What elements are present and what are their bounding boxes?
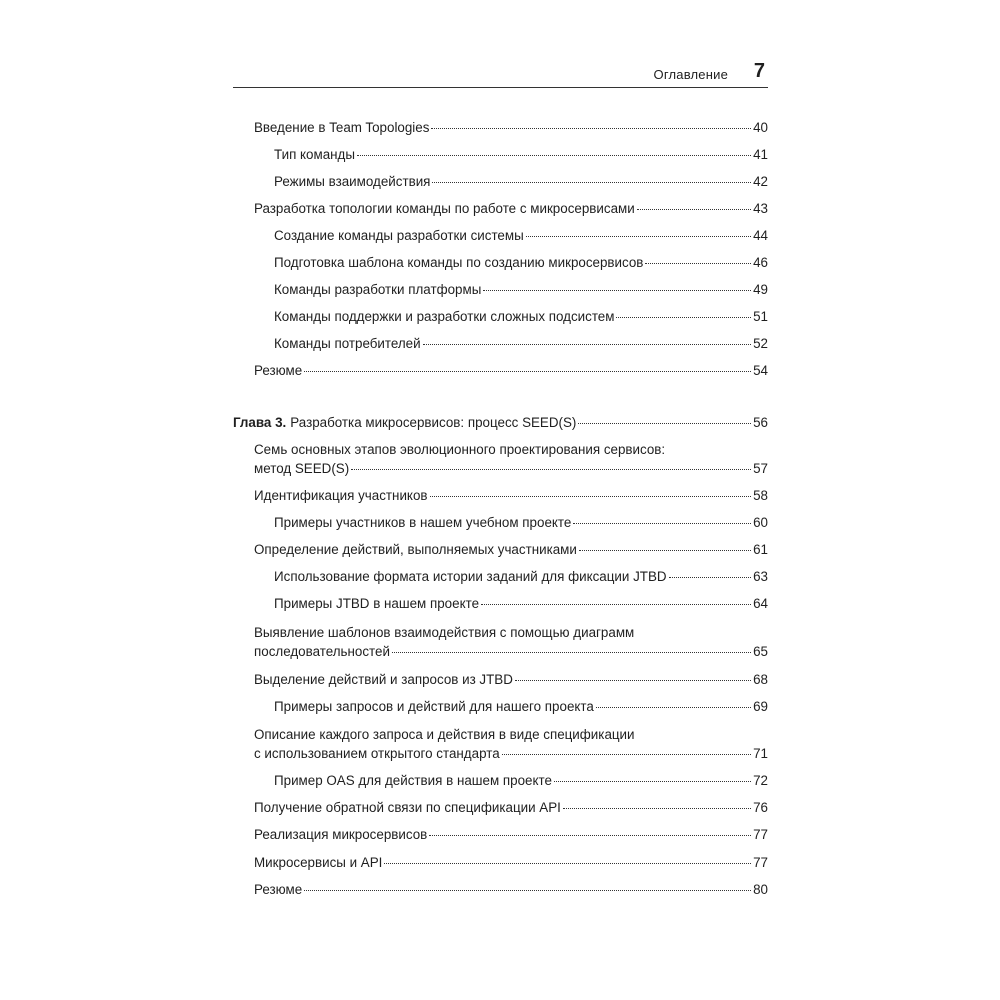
toc-entry-title: Реализация микросервисов <box>254 827 428 842</box>
dot-leader <box>423 344 751 345</box>
toc-entry-page: 76 <box>753 800 768 815</box>
chapter-entry <box>233 415 768 431</box>
toc-entry-title: Команды разработки платформы <box>274 282 482 297</box>
dot-leader <box>645 263 751 264</box>
toc-entry <box>254 855 768 871</box>
header-page-number: 7 <box>753 60 765 82</box>
toc-entry <box>274 596 768 612</box>
toc-entry-title: Примеры запросов и действий для нашего проекта <box>274 699 594 714</box>
toc-entry-page: 61 <box>753 542 768 557</box>
dot-leader <box>578 423 751 424</box>
toc-entry <box>274 309 768 325</box>
toc-entry <box>254 672 768 688</box>
toc-entry-title: Команды поддержки и разработки сложных подсистем <box>274 309 615 324</box>
toc-entry-title: Выделение действий и запросов из JTBD <box>254 672 513 687</box>
toc-entry-title: Использование формата истории заданий для фиксации JTBD <box>274 569 667 584</box>
dot-leader <box>515 680 751 681</box>
toc-entry <box>254 363 768 379</box>
toc-entry-title: Примеры участников в нашем учебном проекте <box>274 515 572 530</box>
dot-leader <box>429 835 751 836</box>
toc-entry <box>254 827 768 843</box>
toc-entry <box>254 644 768 660</box>
dot-leader <box>384 863 751 864</box>
dot-leader <box>502 754 751 755</box>
dot-leader <box>573 523 751 524</box>
toc-entry <box>274 699 768 715</box>
dot-leader <box>392 652 751 653</box>
toc-entry-title: Резюме <box>254 882 303 897</box>
dot-leader <box>579 550 751 551</box>
toc-entry-page: 63 <box>753 569 768 584</box>
header-title: Оглавление <box>653 67 728 82</box>
toc-entry <box>274 569 768 585</box>
toc-entry-page: 65 <box>753 644 768 659</box>
toc-entry <box>254 746 768 762</box>
header-rule <box>233 87 768 88</box>
dot-leader <box>357 155 751 156</box>
toc-entry-page: 52 <box>753 336 768 351</box>
dot-leader <box>483 290 751 291</box>
chapter-title <box>233 415 576 431</box>
toc-entry-page: 64 <box>753 596 768 611</box>
toc-entry-title: Пример OAS для действия в нашем проекте <box>274 773 552 788</box>
chapter-title-text: Разработка микросервисов: процесс SEED(S) <box>290 415 577 430</box>
toc-entry-page: 80 <box>753 882 768 897</box>
toc-entry-title: Тип команды <box>274 147 355 162</box>
toc-entry-title: Микросервисы и API <box>254 855 383 870</box>
toc-entry-title: Идентификация участников <box>254 488 428 503</box>
dot-leader <box>563 808 751 809</box>
toc-entry-title: Режимы взаимодействия <box>274 174 431 189</box>
toc-entry-page: 43 <box>753 201 768 216</box>
toc-entry-page: 42 <box>753 174 768 189</box>
toc-entry-page: 68 <box>753 672 768 687</box>
toc-entry-page: 71 <box>753 746 768 761</box>
dot-leader <box>431 128 751 129</box>
toc-entry <box>274 147 768 163</box>
dot-leader <box>637 209 751 210</box>
toc-entry-title: Определение действий, выполняемых участниками <box>254 542 577 557</box>
toc-entry <box>274 515 768 531</box>
dot-leader <box>526 236 751 237</box>
toc-entry-page: 58 <box>753 488 768 503</box>
chapter-label: Глава 3. <box>233 415 287 430</box>
toc-entry-page: 41 <box>753 147 768 162</box>
toc-entry-page: 57 <box>753 461 768 476</box>
toc-entry-page: 46 <box>753 255 768 270</box>
toc-entry <box>274 174 768 190</box>
dot-leader <box>554 781 751 782</box>
dot-leader <box>616 317 751 318</box>
toc-entry-page: 51 <box>753 309 768 324</box>
toc-entry <box>274 255 768 271</box>
toc-entry-title: Подготовка шаблона команды по созданию микросервисов <box>274 255 644 270</box>
running-header <box>233 60 768 88</box>
dot-leader <box>669 577 752 578</box>
toc-entry <box>254 461 768 477</box>
toc-entry-page: 77 <box>753 855 768 870</box>
toc-entry <box>254 488 768 504</box>
toc-entry-page: 49 <box>753 282 768 297</box>
toc-entry <box>274 336 768 352</box>
toc-entry-title: Команды потребителей <box>274 336 421 351</box>
dot-leader <box>432 182 751 183</box>
dot-leader <box>304 890 751 891</box>
toc-entry-title-line2: последовательностей <box>254 644 390 659</box>
toc-entry-title-line1: Выявление шаблонов взаимодействия с помощью диаграмм <box>254 625 635 640</box>
toc-entry <box>254 882 768 898</box>
toc-entry <box>254 542 768 558</box>
dot-leader <box>596 707 751 708</box>
toc-entry-title-line1: Семь основных этапов эволюционного проектирования сервисов: <box>254 442 666 457</box>
toc-entry-title: Создание команды разработки системы <box>274 228 524 243</box>
dot-leader <box>481 604 751 605</box>
toc-entry <box>274 282 768 298</box>
toc-entry <box>274 773 768 789</box>
toc-entry-page: 60 <box>753 515 768 530</box>
dot-leader <box>304 371 751 372</box>
toc-entry-title: Введение в Team Topologies <box>254 120 430 135</box>
toc-entry-page: 40 <box>753 120 768 135</box>
toc-entry-title: Получение обратной связи по спецификации API <box>254 800 561 815</box>
toc-entry-title-line1: Описание каждого запроса и действия в виде спецификации <box>254 727 635 742</box>
toc-entry <box>254 201 768 217</box>
toc-entry-page: 54 <box>753 363 768 378</box>
toc-entry <box>274 228 768 244</box>
dot-leader <box>351 469 751 470</box>
toc-entry-page: 77 <box>753 827 768 842</box>
dot-leader <box>430 496 752 497</box>
toc-entry-page: 44 <box>753 228 768 243</box>
toc-entry-title: Разработка топологии команды по работе с микросервисами <box>254 201 635 216</box>
toc-entry-page: 72 <box>753 773 768 788</box>
toc-entry-title: Примеры JTBD в нашем проекте <box>274 596 480 611</box>
toc-entry <box>254 800 768 816</box>
toc-entry-title: Резюме <box>254 363 303 378</box>
toc-entry-title-line2: метод SEED(S) <box>254 461 350 476</box>
toc-entry-page: 69 <box>753 699 768 714</box>
toc-entry <box>254 120 768 136</box>
toc-entry-page: 56 <box>753 415 768 430</box>
toc-entry-title-line2: с использованием открытого стандарта <box>254 746 500 761</box>
